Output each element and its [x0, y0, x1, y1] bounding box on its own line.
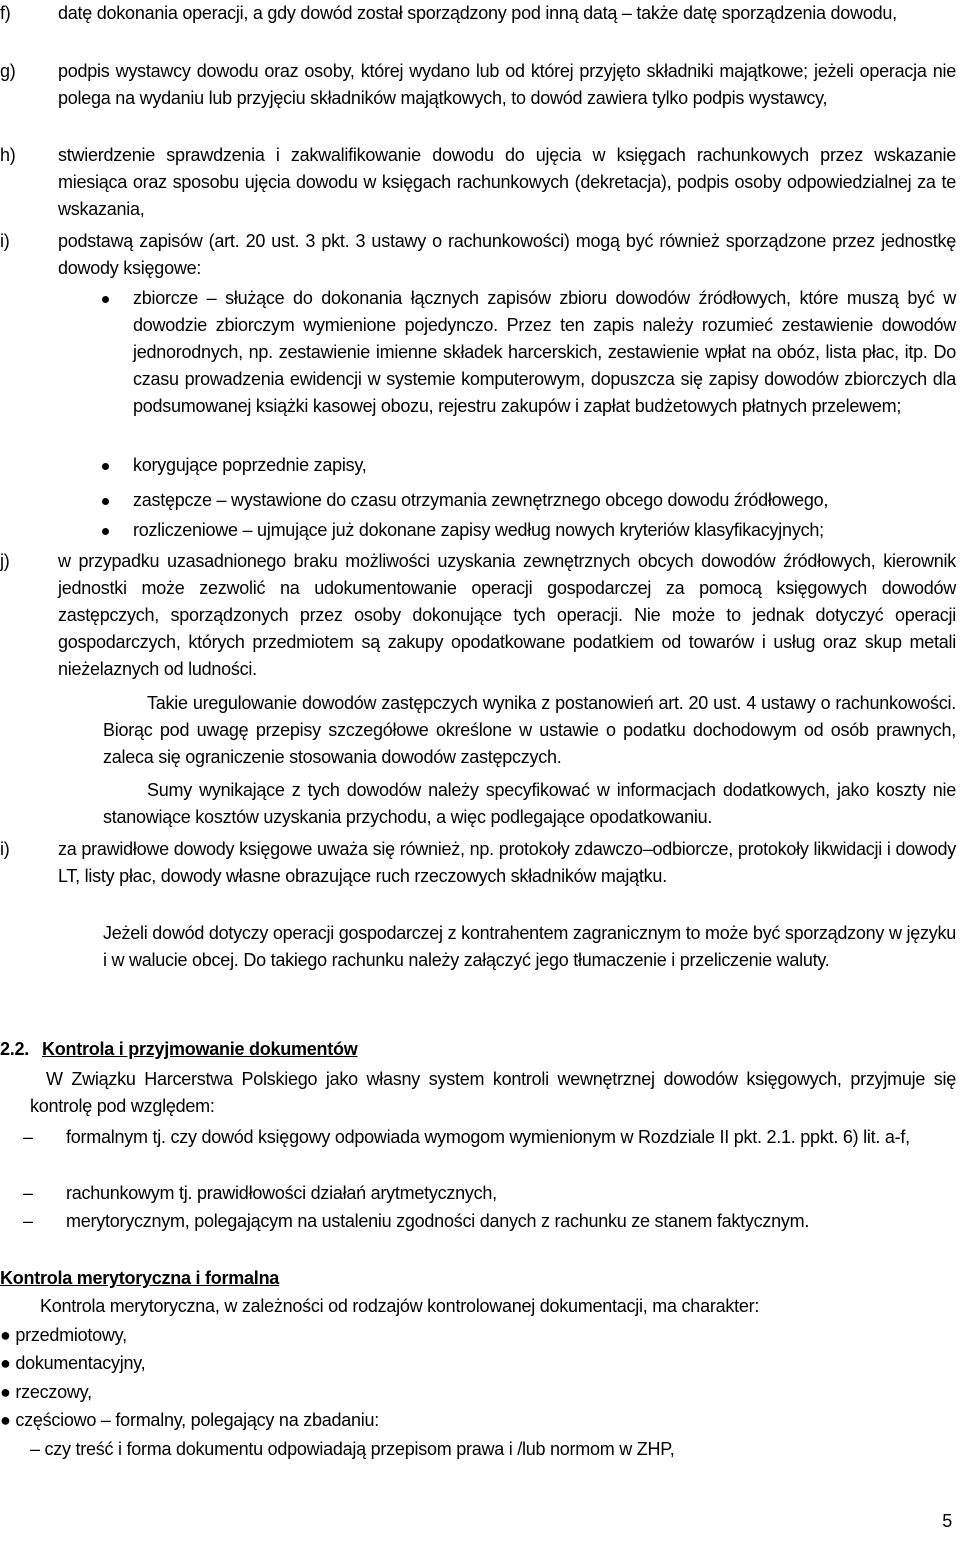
last-dash-line: – czy treść i forma dokumentu odpowiadają przepisom prawa i /lub normom w ZHP,	[30, 1439, 675, 1459]
bullet-dot-icon	[102, 463, 109, 470]
bullet-dot-icon: ●	[0, 1382, 11, 1402]
list-text-h: stwierdzenie sprawdzenia i zakwalifikowanie dowodu do ujęcia w księgach rachunkowych przez wskazanie miesiąca oraz sposobu ujęcia dowodu w księgach rachunkowych (dekretacja), podpis osoby odpowiedzialnej za te wskazania,	[58, 145, 956, 219]
dash-marker: –	[23, 1211, 33, 1231]
charakter-text: dokumentacyjny,	[15, 1353, 146, 1373]
list-item-i	[0, 228, 956, 282]
paragraph-text: Takie uregulowanie dowodów zastępczych wynika z postanowień art. 20 ust. 4 ustawy o rachunkowości. Biorąc pod uwagę przepisy szczegółowe określone w ustawie o podatku dochodowym od osób prawnych, zaleca się ograniczenie stosowania dowodów zastępczych.	[103, 693, 956, 767]
bullet-item-zbiorcze	[133, 285, 956, 420]
bullet-item-korygujace	[133, 452, 956, 479]
page-number: 5	[942, 1511, 952, 1531]
paragraph-text: Jeżeli dowód dotyczy operacji gospodarczej z kontrahentem zagranicznym to może być sporządzony w języku i w walucie obcej. Do takiego rachunku należy załączyć jego tłumaczenie i przeliczenie waluty.	[103, 923, 956, 970]
subsection-title: Kontrola merytoryczna i formalna	[0, 1268, 280, 1288]
list-item-h	[0, 142, 956, 223]
list-text-i: podstawą zapisów (art. 20 ust. 3 pkt. 3 ustawy o rachunkowości) mogą być również sporządzone przez jednostkę dowody księgowe:	[58, 231, 956, 278]
bullet-text: rozliczeniowe – ujmujące już dokonane zapisy według nowych kryteriów klasyfikacyjnych;	[133, 520, 824, 540]
bullet-text: korygujące poprzednie zapisy,	[133, 455, 367, 475]
dash-text: formalnym tj. czy dowód księgowy odpowiada wymogom wymienionym w Rozdziale II pkt. 2.1. ppkt. 6) lit. a-f,	[66, 1127, 910, 1147]
list-item-g	[0, 58, 956, 112]
section-intro-text: W Związku Harcerstwa Polskiego jako własny system kontroli wewnętrznej dowodów księgowych, przyjmuje się kontrolę pod względem:	[30, 1069, 956, 1116]
charakter-item	[0, 1350, 145, 1377]
paragraph-sumy	[103, 777, 956, 831]
bullet-dot-icon: ●	[0, 1410, 11, 1430]
list-label-j: j)	[0, 551, 10, 571]
dash-item-rachunkowym	[23, 1180, 956, 1207]
bullet-dot-icon	[102, 498, 109, 505]
charakter-text: rzeczowy,	[15, 1382, 92, 1402]
paragraph-zagraniczny	[103, 920, 956, 974]
list-label-g: g)	[0, 61, 16, 81]
list-item-f	[0, 0, 956, 27]
list-label-f: f)	[0, 3, 11, 23]
charakter-text: przedmiotowy,	[15, 1325, 127, 1345]
list-text-i2: za prawidłowe dowody księgowe uważa się również, np. protokoły zdawczo–odbiorcze, protokoły likwidacji i dowody LT, listy płac, dowody własne obrazujące ruch rzeczowych składników majątku.	[58, 839, 956, 886]
bullet-text: zbiorcze – służące do dokonania łącznych zapisów zbioru dowodów źródłowych, które muszą być w dowodzie zbiorczym wymienione pojedynczo. Przez ten zapis należy rozumieć zestawienie dowodów jednorodnych, np. zestawienie imienne składek harcerskich, zestawienie wpłat na obóz, lista płac, itp. Do czasu prowadzenia ewidencji w systemie komputerowym, dopuszcza się zapisy dowodów zbiorczych dla podsumowanej książki kasowej obozu, rejestru zakupów i zapłat budżetowych płatnych przelewem;	[133, 288, 956, 416]
dash-item-merytorycznym	[23, 1208, 956, 1235]
charakter-item	[0, 1379, 92, 1406]
section-number: 2.2.	[0, 1039, 30, 1059]
list-text-g: podpis wystawcy dowodu oraz osoby, której wydano lub od której przyjęto składniki majątkowe; jeżeli operacja nie polega na wydaniu lub przyjęciu składników majątkowych, to dowód zawiera tylko podpis wystawcy,	[58, 61, 956, 108]
section-title: Kontrola i przyjmowanie dokumentów	[42, 1039, 358, 1059]
bullet-dot-icon	[102, 296, 109, 303]
bullet-text: zastępcze – wystawione do czasu otrzymania zewnętrznego obcego dowodu źródłowego,	[133, 490, 829, 510]
dash-item-formalnym	[23, 1124, 956, 1151]
dash-marker: –	[23, 1127, 33, 1147]
list-item-j	[0, 548, 956, 683]
list-text-f: datę dokonania operacji, a gdy dowód został sporządzony pod inną datą – także datę sporządzenia dowodu,	[58, 3, 897, 23]
bullet-item-rozliczeniowe	[133, 517, 956, 544]
list-label-i: i)	[0, 231, 10, 251]
subsection-intro: Kontrola merytoryczna, w zależności od rodzajów kontrolowanej dokumentacji, ma charakter:	[40, 1296, 760, 1316]
bullet-dot-icon: ●	[0, 1353, 11, 1373]
dash-text: merytorycznym, polegającym na ustaleniu zgodności danych z rachunku ze stanem faktycznym.	[66, 1211, 810, 1231]
dash-marker: –	[23, 1183, 33, 1203]
paragraph-zastepcze	[103, 690, 956, 771]
bullet-dot-icon: ●	[0, 1325, 11, 1345]
list-item-i2	[0, 836, 956, 890]
list-label-i2: i)	[0, 839, 10, 859]
bullet-dot-icon	[102, 528, 109, 535]
charakter-text: częściowo – formalny, polegający na zbadaniu:	[15, 1410, 380, 1430]
list-label-h: h)	[0, 145, 16, 165]
bullet-item-zastepcze	[133, 487, 956, 514]
dash-text: rachunkowym tj. prawidłowości działań arytmetycznych,	[66, 1183, 497, 1203]
section-intro	[30, 1066, 956, 1120]
charakter-item	[0, 1322, 127, 1349]
list-text-j: w przypadku uzasadnionego braku możliwości uzyskania zewnętrznych obcych dowodów źródłowych, kierownik jednostki może zezwolić na udokumentowanie operacji gospodarczej za pomocą księgowych dowodów zastępczych, sporządzonych przez osoby dokonujące tych operacji. Nie może to jednak dotyczyć operacji gospodarczych, których przedmiotem są zakupy opodatkowane podatkiem od towarów i usług oraz skup metali nieżelaznych od ludności.	[58, 551, 956, 679]
charakter-item	[0, 1407, 379, 1434]
paragraph-text: Sumy wynikające z tych dowodów należy specyfikować w informacjach dodatkowych, jako koszty nie stanowiące kosztów uzyskania przychodu, a więc podlegające opodatkowaniu.	[103, 780, 956, 827]
